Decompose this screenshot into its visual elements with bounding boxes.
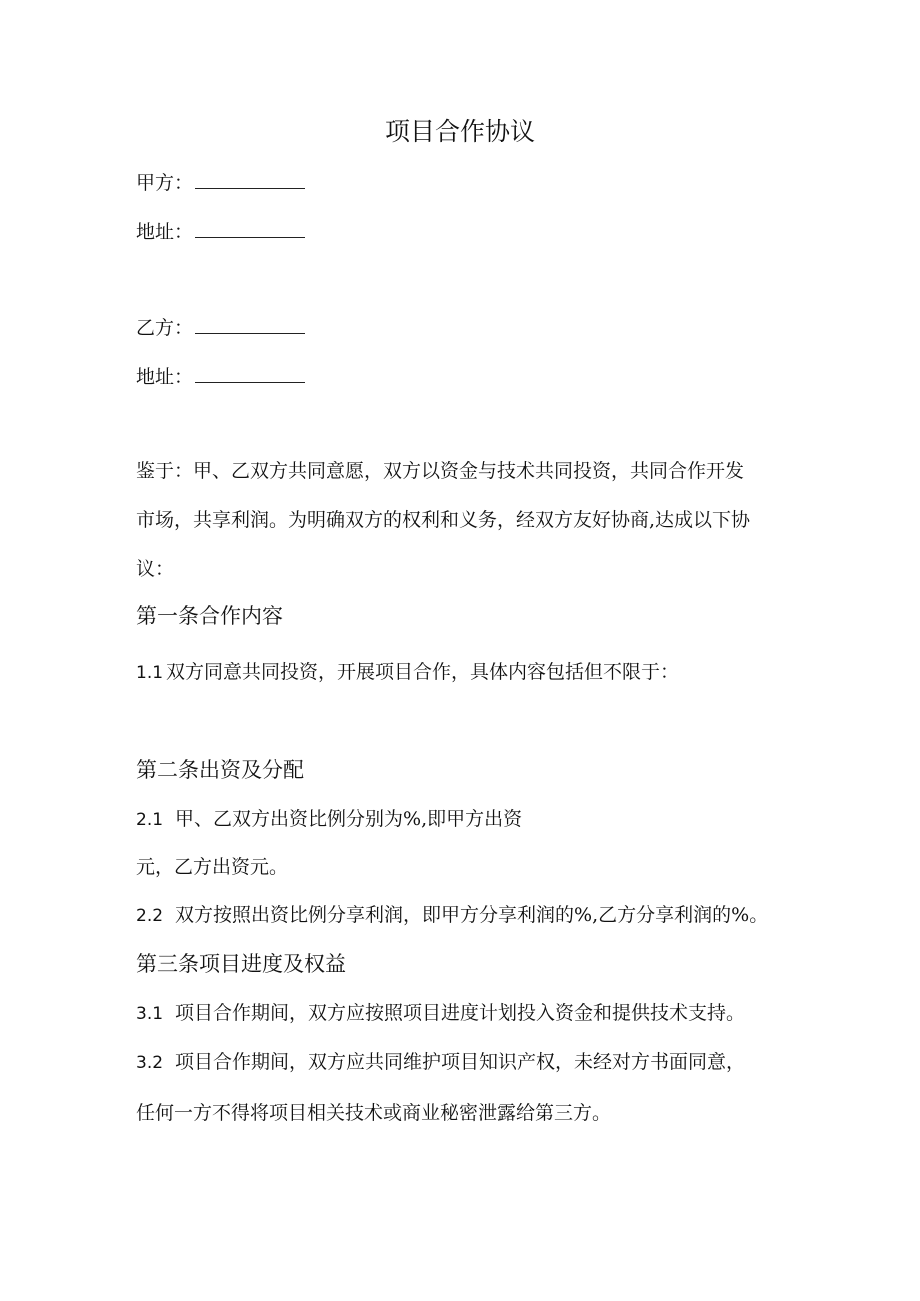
party-b-address-line	[136, 362, 305, 390]
clause-2-1-text: 甲、乙双方出资比例分别为%,即甲方出资	[175, 808, 523, 830]
party-a-address-blank	[195, 217, 305, 238]
clause-3-2	[136, 1049, 745, 1076]
party-a-address-line	[136, 217, 305, 245]
preamble-line-2: 市场，共享利润。为明确双方的权利和义务，经双方友好协商,达成以下协	[136, 509, 751, 531]
party-b-address-blank	[195, 362, 305, 383]
clause-2-1	[136, 806, 522, 833]
party-a-blank	[195, 168, 305, 189]
party-a-line	[136, 168, 305, 196]
party-b-blank	[195, 313, 305, 334]
document-title: 项目合作协议	[384, 117, 535, 146]
clause-2-2-number: 2.2	[136, 906, 164, 926]
clause-1-1	[136, 659, 679, 686]
clause-2-2	[136, 902, 768, 929]
party-b-address-label: 地址：	[136, 366, 194, 388]
article-1-heading: 第一条合作内容	[136, 604, 283, 628]
clause-3-2-continuation: 任何一方不得将项目相关技术或商业秘密泄露给第三方。	[136, 1102, 612, 1124]
article-2-heading: 第二条出资及分配	[136, 758, 304, 782]
clause-1-1-number: 1.1	[136, 663, 164, 683]
party-b-line	[136, 313, 305, 341]
clause-3-1	[136, 1000, 745, 1027]
preamble-line-3: 议：	[136, 558, 175, 580]
clause-2-1-continuation: 元，乙方出资元。	[136, 856, 289, 878]
article-3-heading: 第三条项目进度及权益	[136, 952, 346, 976]
preamble-line-1: 鉴于：甲、乙双方共同意愿，双方以资金与技术共同投资，共同合作开发	[136, 460, 745, 482]
clause-3-2-number: 3.2	[136, 1053, 164, 1073]
clause-3-2-text: 项目合作期间，双方应共同维护项目知识产权，未经对方书面同意，	[175, 1051, 746, 1073]
party-b-label: 乙方：	[136, 317, 194, 339]
clause-3-1-text: 项目合作期间，双方应按照项目进度计划投入资金和提供技术支持。	[175, 1002, 746, 1024]
party-a-address-label: 地址：	[136, 221, 194, 243]
clause-2-1-number: 2.1	[136, 810, 164, 830]
party-a-label: 甲方：	[136, 172, 194, 194]
clause-2-2-text: 双方按照出资比例分享利润，即甲方分享利润的%,乙方分享利润的%。	[175, 904, 769, 926]
clause-3-1-number: 3.1	[136, 1004, 164, 1024]
clause-1-1-text: 双方同意共同投资，开展项目合作，具体内容包括但不限于：	[166, 661, 680, 683]
